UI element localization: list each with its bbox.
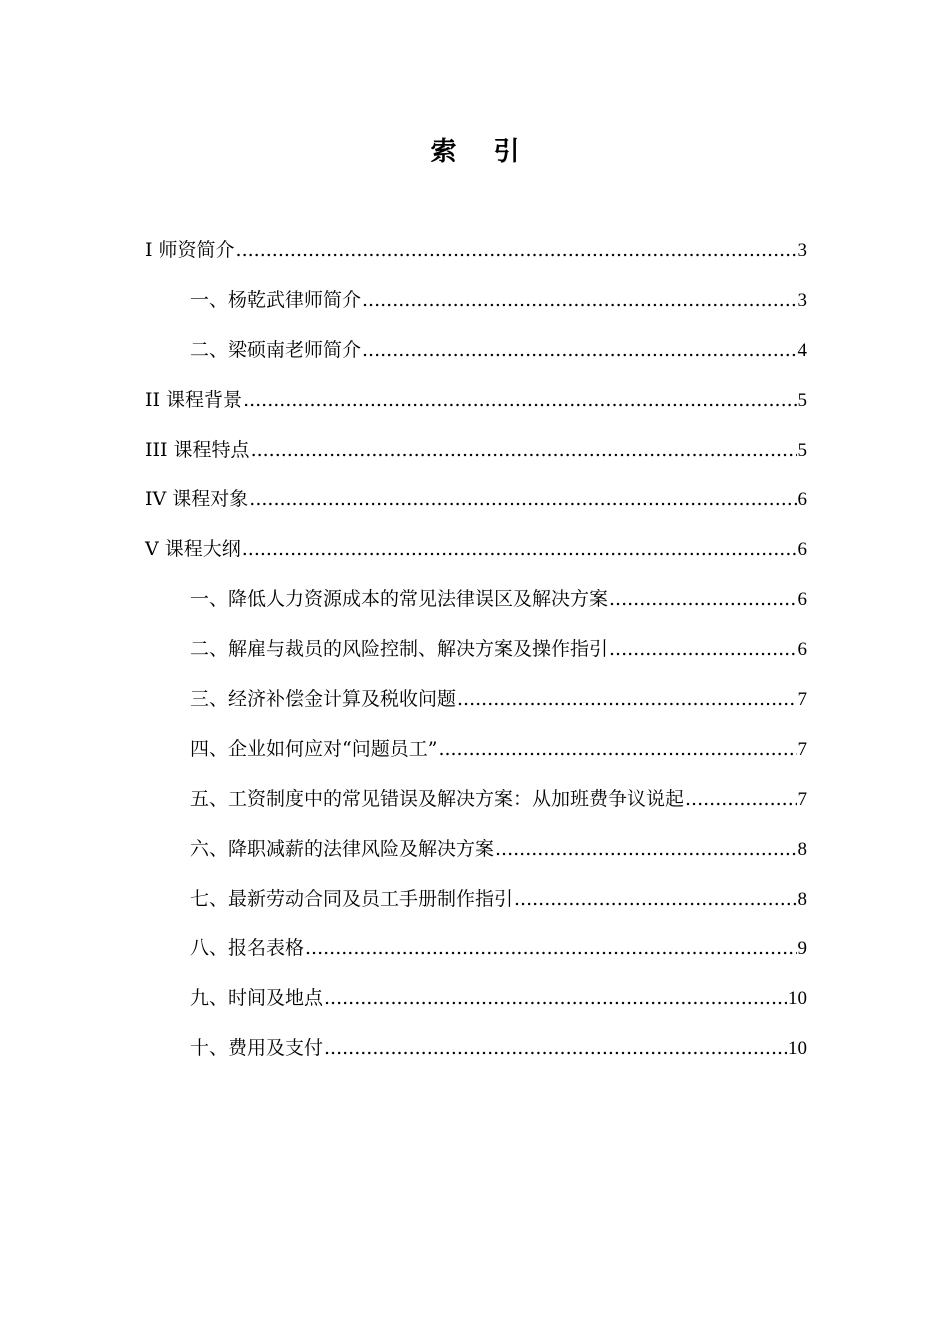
toc-entry-label: 二、解雇与裁员的风险控制、解决方案及操作指引 bbox=[190, 638, 609, 661]
toc-entry[interactable] bbox=[145, 879, 807, 929]
toc-entry[interactable] bbox=[145, 380, 807, 430]
toc-entry[interactable] bbox=[145, 280, 807, 330]
toc-entry[interactable] bbox=[145, 430, 807, 480]
toc-entry-label: 十、费用及支付 bbox=[190, 1037, 324, 1060]
toc-entry[interactable] bbox=[145, 629, 807, 679]
toc-entry[interactable] bbox=[145, 978, 807, 1028]
toc-page-number: 3 bbox=[797, 289, 807, 311]
toc-entry-label: 七、最新劳动合同及员工手册制作指引 bbox=[190, 887, 514, 910]
toc-dot-leader bbox=[438, 729, 796, 769]
toc-page-number: 5 bbox=[797, 439, 807, 461]
toc-entry-label: II 课程背景 bbox=[145, 388, 243, 411]
toc-entry-label: 四、企业如何应对“问题员工” bbox=[190, 737, 438, 760]
toc-dot-leader bbox=[324, 978, 787, 1018]
toc-entry-label: 八、报名表格 bbox=[190, 937, 305, 960]
toc-entry-label: 五、工资制度中的常见错误及解决方案：从加班费争议说起 bbox=[190, 787, 685, 810]
toc-page-number: 7 bbox=[797, 689, 807, 711]
toc-page-number: 8 bbox=[797, 888, 807, 910]
toc-dot-leader bbox=[305, 928, 796, 968]
toc-dot-leader bbox=[249, 479, 796, 519]
toc-entry-label: 三、经济补偿金计算及税收问题 bbox=[190, 688, 457, 711]
toc-page-number: 7 bbox=[797, 738, 807, 760]
toc-dot-leader bbox=[685, 779, 796, 819]
toc-entry[interactable] bbox=[145, 679, 807, 729]
toc-page-number: 6 bbox=[797, 589, 807, 611]
toc-dot-leader bbox=[243, 380, 796, 420]
toc-page-number: 6 bbox=[797, 489, 807, 511]
toc-dot-leader bbox=[236, 230, 797, 270]
toc-dot-leader bbox=[324, 1028, 787, 1068]
toc-entry-label: 一、降低人力资源成本的常见法律误区及解决方案 bbox=[190, 588, 609, 611]
toc-dot-leader bbox=[362, 280, 796, 320]
toc-entry[interactable] bbox=[145, 529, 807, 579]
toc-dot-leader bbox=[609, 629, 796, 669]
toc-entry[interactable] bbox=[145, 829, 807, 879]
toc-dot-leader bbox=[457, 679, 796, 719]
toc-page-number: 5 bbox=[797, 389, 807, 411]
toc-page-number: 3 bbox=[797, 240, 807, 261]
toc-entry[interactable] bbox=[145, 928, 807, 978]
toc-dot-leader bbox=[514, 879, 796, 919]
toc-page-number: 10 bbox=[788, 1038, 807, 1060]
toc-dot-leader bbox=[362, 330, 796, 370]
toc-page-number: 9 bbox=[797, 938, 807, 960]
toc-dot-leader bbox=[609, 579, 796, 619]
toc-page-number: 6 bbox=[797, 639, 807, 661]
toc-entry-label: 六、降职减薪的法律风险及解决方案 bbox=[190, 837, 495, 860]
toc-entry-label: III 课程特点 bbox=[145, 438, 250, 461]
toc-entry-label: 一、杨乾武律师简介 bbox=[190, 288, 362, 311]
toc-dot-leader bbox=[495, 829, 796, 869]
table-of-contents bbox=[145, 230, 807, 1078]
toc-entry[interactable] bbox=[145, 479, 807, 529]
toc-entry[interactable] bbox=[145, 779, 807, 829]
toc-dot-leader bbox=[242, 529, 797, 569]
toc-entry[interactable] bbox=[145, 230, 807, 280]
toc-entry-label: IV 课程对象 bbox=[145, 488, 249, 511]
toc-entry-label: 二、梁硕南老师简介 bbox=[190, 338, 362, 361]
toc-page-number: 8 bbox=[797, 838, 807, 860]
toc-entry-label: V 课程大纲 bbox=[145, 538, 241, 561]
toc-page-number: 7 bbox=[797, 788, 807, 810]
toc-page-number: 4 bbox=[797, 339, 807, 361]
toc-entry[interactable] bbox=[145, 579, 807, 629]
toc-entry-label: 九、时间及地点 bbox=[190, 987, 324, 1010]
toc-dot-leader bbox=[251, 430, 797, 470]
page-title: 索 引 bbox=[430, 137, 534, 167]
toc-entry[interactable] bbox=[145, 330, 807, 380]
toc-page-number: 6 bbox=[797, 539, 807, 561]
toc-entry-label: I 师资简介 bbox=[145, 239, 235, 261]
toc-entry[interactable] bbox=[145, 729, 807, 779]
toc-entry[interactable] bbox=[145, 1028, 807, 1078]
toc-page-number: 10 bbox=[788, 988, 807, 1010]
